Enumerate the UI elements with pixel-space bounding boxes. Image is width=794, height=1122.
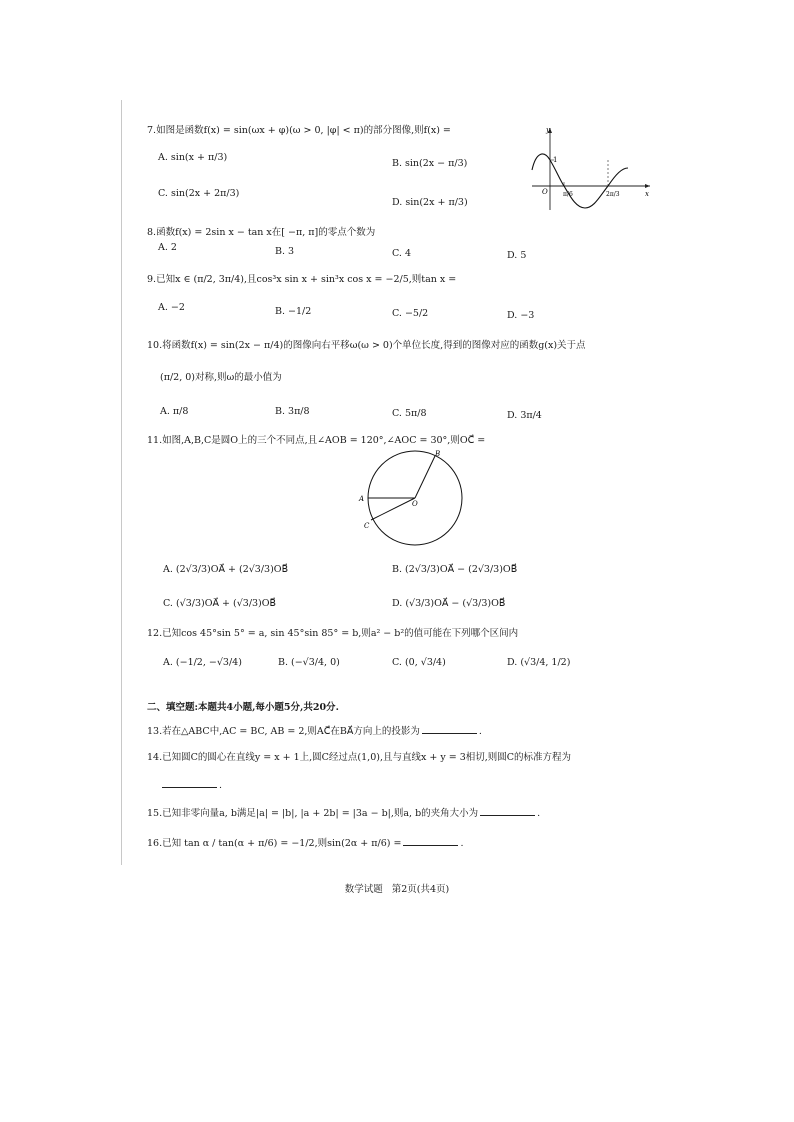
point-b-label: B [435, 450, 441, 458]
question-10-option-c: C. 5π/8 [392, 408, 427, 419]
question-12-option-c: C. (0, √3/4) [392, 657, 446, 668]
footer-page-number: 第2页(共4页) [391, 884, 450, 895]
question-8-option-b: B. 3 [275, 246, 295, 257]
question-9-option-b: B. −1/2 [275, 306, 312, 317]
question-12-stem: 12.已知cos 45°sin 5° = a, sin 45°sin 85° = b,则a² − b²的值可能在下列哪个区间内 [147, 628, 519, 639]
question-15: 15.已知非零向量a, b满足|a| = |b|, |a + 2b| = |3a − b|,则a, b的夹角大小为 . [147, 808, 541, 819]
question-8-stem: 8.函数f(x) = 2sin x − tan x在[ −π, π]的零点个数为 [147, 227, 376, 238]
question-11-option-a: A. (2√3/3)OA⃗ + (2√3/3)OB⃗ [163, 564, 289, 575]
answer-blank-15[interactable] [480, 806, 535, 816]
section-2-heading: 二、填空题:本题共4小题,每小题5分,共20分. [147, 702, 339, 713]
question-10-option-b: B. 3π/8 [275, 406, 310, 417]
segment-oc [371, 498, 415, 520]
question-7-option-b: B. sin(2x − π/3) [392, 158, 468, 169]
tick-label-pi-6: π/6 [563, 191, 573, 198]
segment-ob [415, 456, 435, 498]
answer-blank-13[interactable] [422, 724, 477, 734]
tick-label-2pi-3: 2π/3 [606, 191, 620, 198]
question-7-stem: 7.如图是函数f(x) = sin(ωx + φ)(ω > 0, |φ| < π)的部分图像,则f(x) = [147, 125, 451, 136]
question-7-option-a: A. sin(x + π/3) [158, 152, 228, 163]
question-9-option-c: C. −5/2 [392, 308, 429, 319]
question-12-option-b: B. (−√3/4, 0) [278, 657, 340, 668]
tick-label-y-1: 1 [553, 156, 558, 164]
question-11-option-b: B. (2√3/3)OA⃗ − (2√3/3)OB⃗ [392, 564, 518, 575]
question-12-option-d: D. (√3/4, 1/2) [507, 657, 571, 668]
sine-curve [532, 154, 628, 208]
footer-subject: 数学试题 [344, 884, 383, 895]
answer-blank-14[interactable] [162, 778, 217, 788]
question-11-stem: 11.如图,A,B,C是圆O上的三个不同点,且∠AOB = 120°,∠AOC = 30°,则OC⃗ = [147, 435, 486, 446]
question-7-option-c: C. sin(2x + 2π/3) [158, 188, 240, 199]
x-axis-arrow-icon [645, 184, 650, 188]
question-12-option-a: A. (−1/2, −√3/4) [163, 657, 242, 668]
question-10-option-d: D. 3π/4 [507, 410, 542, 421]
page-footer [0, 881, 794, 895]
question-9-stem: 9.已知x ∈ (π/2, 3π/4),且cos³x sin x + sin³x cos x = −2/5,则tan x = [147, 274, 457, 285]
answer-blank-16[interactable] [403, 836, 458, 846]
question-16: 16.已知 tan α / tan(α + π/6) = −1/2,则sin(2α + π/6) = . [147, 838, 464, 849]
origin-label: O [542, 188, 548, 196]
question-14: 14.已知圆C的圆心在直线y = x + 1上,圆C经过点(1,0),且与直线x + y = 3相切,则圆C的标准方程为 [147, 752, 572, 763]
point-c-label: C [364, 522, 370, 530]
question-10-stem-line2: (π/2, 0)对称,则ω的最小值为 [160, 372, 282, 383]
question-9-option-d: D. −3 [507, 310, 535, 321]
margin-line [121, 100, 122, 865]
point-o-label: O [412, 500, 418, 508]
x-axis-label: x [645, 190, 649, 198]
question-8-option-c: C. 4 [392, 248, 412, 259]
sine-graph [528, 122, 656, 214]
point-a-label: A [359, 495, 365, 503]
question-11-option-d: D. (√3/3)OA⃗ − (√3/3)OB⃗ [392, 598, 506, 609]
circle-diagram [355, 448, 470, 548]
question-11-option-c: C. (√3/3)OA⃗ + (√3/3)OB⃗ [163, 598, 277, 609]
question-10-option-a: A. π/8 [160, 406, 189, 417]
question-10-stem: 10.将函数f(x) = sin(2x − π/4)的图像向右平移ω(ω > 0)个单位长度,得到的图像对应的函数g(x)关于点 [147, 340, 586, 351]
question-8-option-d: D. 5 [507, 250, 527, 261]
question-13: 13.若在△ABC中,AC = BC, AB = 2,则AC⃗在BA⃗方向上的投影为 . [147, 726, 482, 737]
question-9-option-a: A. −2 [158, 302, 185, 313]
question-14-blank-line: . [160, 778, 222, 791]
y-axis-label: y [546, 126, 550, 134]
question-8-option-a: A. 2 [158, 242, 177, 253]
question-7-option-d: D. sin(2x + π/3) [392, 197, 468, 208]
